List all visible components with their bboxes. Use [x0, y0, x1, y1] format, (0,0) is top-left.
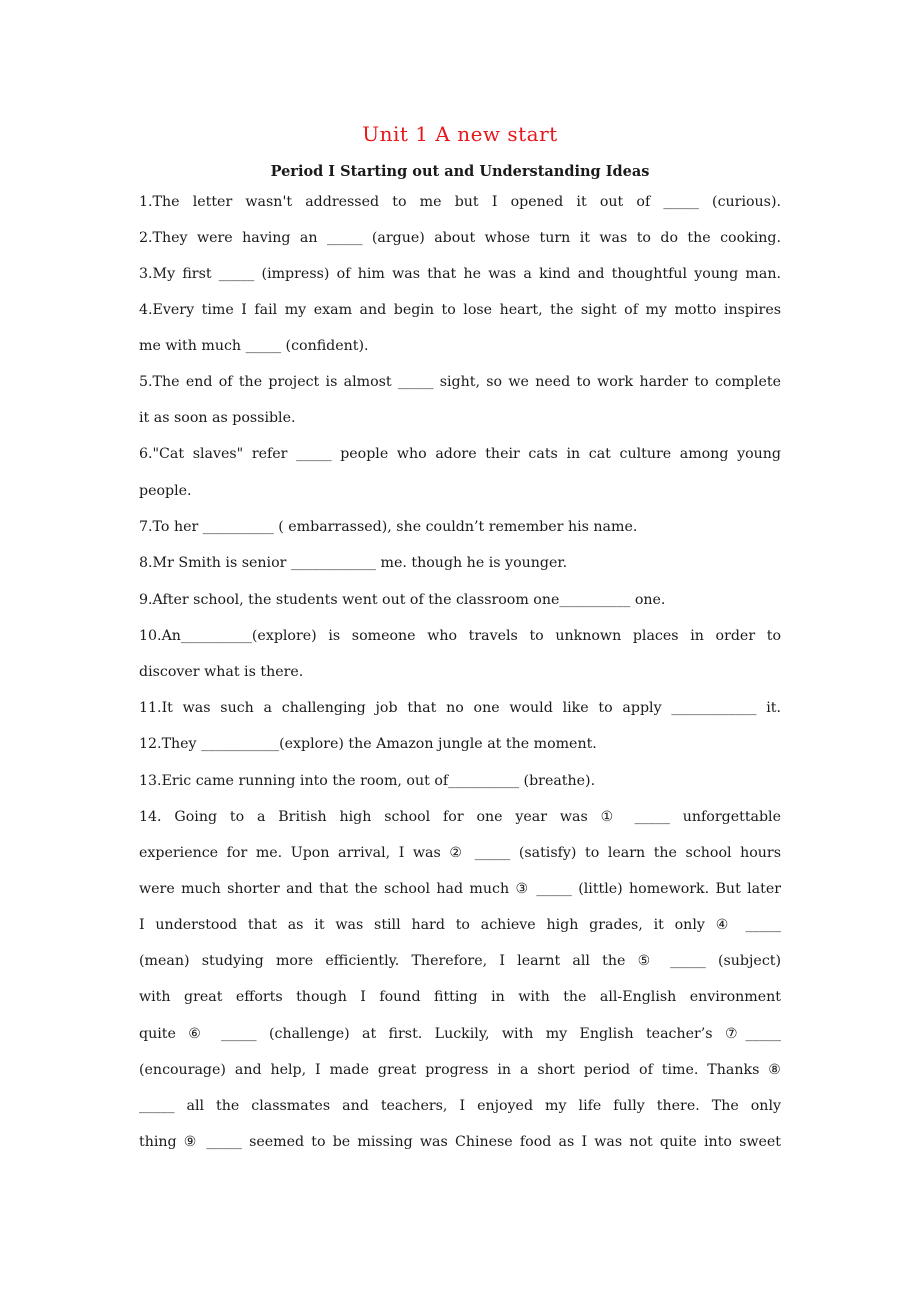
- passage-line-10: thing ⑨ _____ seemed to be missing was Chinese food as I was not quite into sweet: [139, 1134, 781, 1150]
- question-10-line-1: 10.An__________(explore) is someone who travels to unknown places in order to: [139, 628, 781, 644]
- question-8: 8.Mr Smith is senior ____________ me. though he is younger.: [139, 555, 568, 571]
- question-1: 1.The letter wasn't addressed to me but I opened it out of _____ (curious).: [139, 194, 781, 210]
- question-2: 2.They were having an _____ (argue) about whose turn it was to do the cooking.: [139, 230, 781, 246]
- question-4-line-1: 4.Every time I fail my exam and begin to lose heart, the sight of my motto inspires: [139, 302, 781, 318]
- passage-line-8: (encourage) and help, I made great progress in a short period of time. Thanks ⑧: [139, 1062, 781, 1078]
- passage-line-9: _____ all the classmates and teachers, I enjoyed my life fully there. The only: [139, 1098, 781, 1114]
- period-subtitle: Period I Starting out and Understanding Ideas: [270, 163, 650, 180]
- question-4-line-2: me with much _____ (confident).: [139, 338, 369, 354]
- passage-line-1: 14. Going to a British high school for one year was ① _____ unforgettable: [139, 809, 781, 825]
- passage-line-6: with great efforts though I found fitting in with the all-English environment: [139, 989, 781, 1005]
- question-3: 3.My first _____ (impress) of him was that he was a kind and thoughtful young man.: [139, 266, 781, 282]
- question-7: 7.To her __________ ( embarrassed), she couldn’t remember his name.: [139, 519, 638, 535]
- question-11: 11.It was such a challenging job that no one would like to apply ____________ it.: [139, 700, 781, 716]
- question-12: 12.They ___________(explore) the Amazon jungle at the moment.: [139, 736, 597, 752]
- question-13: 13.Eric came running into the room, out of__________ (breathe).: [139, 773, 596, 789]
- question-5-line-2: it as soon as possible.: [139, 410, 296, 426]
- question-6-line-1: 6."Cat slaves" refer _____ people who adore their cats in cat culture among young: [139, 446, 781, 462]
- question-9: 9.After school, the students went out of the classroom one__________ one.: [139, 592, 666, 608]
- passage-line-7: quite ⑥ _____ (challenge) at first. Luckily, with my English teacher’s ⑦_____: [139, 1026, 781, 1042]
- passage-line-3: were much shorter and that the school had much ③ _____ (little) homework. But later: [139, 881, 781, 897]
- question-6-line-2: people.: [139, 483, 192, 499]
- passage-line-4: I understood that as it was still hard to achieve high grades, it only ④ _____: [139, 917, 781, 933]
- passage-line-2: experience for me. Upon arrival, I was ② _____ (satisfy) to learn the school hours: [139, 845, 781, 861]
- passage-line-5: (mean) studying more efficiently. Therefore, I learnt all the ⑤ _____ (subject): [139, 953, 781, 969]
- question-10-line-2: discover what is there.: [139, 664, 304, 680]
- question-5-line-1: 5.The end of the project is almost _____ sight, so we need to work harder to complete: [139, 374, 781, 390]
- unit-title: Unit 1 A new start: [362, 122, 558, 146]
